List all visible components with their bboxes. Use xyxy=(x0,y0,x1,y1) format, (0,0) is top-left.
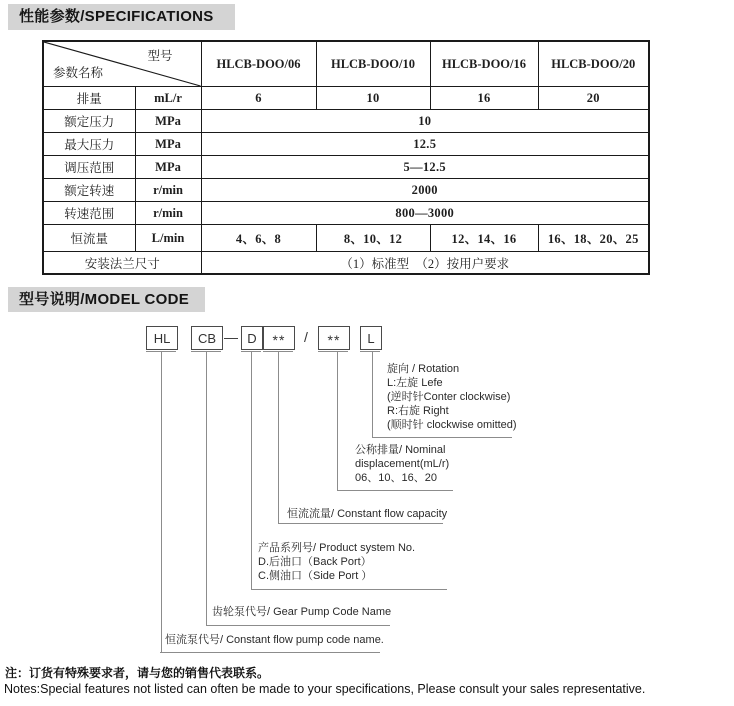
label-gear-pump-code xyxy=(212,605,391,619)
model-column-header: HLCB-DOO/10 xyxy=(316,41,430,87)
label-line: 产品系列号/ Product system No. xyxy=(258,542,416,554)
label-product-series xyxy=(258,541,415,583)
row-label: 安装法兰尺寸 xyxy=(43,252,201,275)
label-line: (顺时针 clockwise omitted) xyxy=(387,419,517,431)
corner-cell xyxy=(43,41,201,87)
label-line: R:右旋 Right xyxy=(387,405,449,417)
row-unit: MPa xyxy=(135,110,201,133)
row-label: 排量 xyxy=(43,87,135,110)
underline-series xyxy=(251,589,447,590)
underline-rotation xyxy=(372,437,512,438)
underline-pump xyxy=(160,652,380,653)
table-row-flange xyxy=(43,252,649,275)
corner-label-parameter: 参数名称 xyxy=(53,66,104,80)
connector-line-displacement xyxy=(337,352,338,490)
row-label: 调压范围 xyxy=(43,156,135,179)
cell-value: 4、6、8 xyxy=(201,225,316,252)
label-line: 恒流泵代号/ Constant flow pump code name. xyxy=(165,634,384,646)
model-column-header: HLCB-DOO/16 xyxy=(430,41,538,87)
label-line: 公称排量/ Nominal xyxy=(355,444,446,456)
tick-line xyxy=(360,351,380,352)
row-unit: r/min xyxy=(135,179,201,202)
code-separator-dash: — xyxy=(224,329,238,345)
cell-value: 16 xyxy=(430,87,538,110)
row-unit: MPa xyxy=(135,133,201,156)
row-unit: r/min xyxy=(135,202,201,225)
table-row-rated-speed xyxy=(43,179,649,202)
table-row-pressure-range xyxy=(43,156,649,179)
note-english: Notes:Special features not listed can often be made to your specifications, Please consult your sales representative. xyxy=(4,682,646,696)
code-box-cb: CB xyxy=(191,326,223,350)
table-row-speed-range xyxy=(43,202,649,225)
specifications-table xyxy=(42,40,650,275)
table-header-row xyxy=(43,41,649,87)
cell-value: 6 xyxy=(201,87,316,110)
label-line: 06、10、16、20 xyxy=(355,472,437,484)
cell-value: 12、14、16 xyxy=(430,225,538,252)
label-line: C.侧油口（Side Port ） xyxy=(258,570,373,582)
connector-line-d xyxy=(251,352,252,589)
row-label: 最大压力 xyxy=(43,133,135,156)
row-label: 额定压力 xyxy=(43,110,135,133)
underline-displacement xyxy=(337,490,453,491)
row-label: 转速范围 xyxy=(43,202,135,225)
row-unit: mL/r xyxy=(135,87,201,110)
label-constant-flow xyxy=(287,507,447,521)
label-rotation xyxy=(387,362,517,432)
code-box-flow-placeholder xyxy=(318,326,350,350)
cell-value-merged: 10 xyxy=(201,110,649,133)
row-unit: L/min xyxy=(135,225,201,252)
tick-line xyxy=(318,351,348,352)
asterisks: ** xyxy=(272,332,286,348)
row-label: 恒流量 xyxy=(43,225,135,252)
underline-flow xyxy=(278,523,443,524)
model-column-header: HLCB-DOO/20 xyxy=(538,41,649,87)
code-separator-slash: / xyxy=(304,329,308,345)
code-box-displacement-placeholder xyxy=(263,326,295,350)
row-label: 额定转速 xyxy=(43,179,135,202)
table-row-constant-flow xyxy=(43,225,649,252)
cell-value: 16、18、20、25 xyxy=(538,225,649,252)
cell-value: 20 xyxy=(538,87,649,110)
cell-value-merged: 2000 xyxy=(201,179,649,202)
cell-value: 10 xyxy=(316,87,430,110)
asterisks: ** xyxy=(327,332,341,348)
table-row-rated-pressure xyxy=(43,110,649,133)
connector-line-cb xyxy=(206,352,207,625)
row-unit: MPa xyxy=(135,156,201,179)
model-code-section-title: 型号说明/MODEL CODE xyxy=(8,287,205,312)
label-constant-flow-pump-code xyxy=(165,633,384,647)
table-row-displacement xyxy=(43,87,649,110)
code-box-l: L xyxy=(360,326,382,350)
specifications-section-title: 性能参数/SPECIFICATIONS xyxy=(8,4,235,30)
note-chinese: 注：订货有特殊要求者，请与您的销售代表联系。 xyxy=(5,666,270,680)
label-line: displacement(mL/r) xyxy=(355,458,450,470)
connector-line-rotation xyxy=(372,352,373,437)
cell-value-merged: 5—12.5 xyxy=(201,156,649,179)
label-line: 恒流流量/ Constant flow capacity xyxy=(287,508,448,520)
model-column-header: HLCB-DOO/06 xyxy=(201,41,316,87)
code-box-hl: HL xyxy=(146,326,178,350)
cell-value-merged: 800—3000 xyxy=(201,202,649,225)
connector-line-hl xyxy=(161,352,162,652)
cell-value: 8、10、12 xyxy=(316,225,430,252)
underline-gear xyxy=(206,625,390,626)
label-displacement xyxy=(355,443,449,485)
label-line: 齿轮泵代号/ Gear Pump Code Name xyxy=(212,606,392,618)
label-line: 旋向 / Rotation xyxy=(387,363,460,375)
connector-line-flow xyxy=(278,352,279,523)
table-row-max-pressure xyxy=(43,133,649,156)
label-line: D.后油口（Back Port） xyxy=(258,556,372,568)
label-line: L:左旋 Lefe xyxy=(387,377,443,389)
label-line: (逆时针Conter clockwise) xyxy=(387,391,511,403)
cell-value-merged: （1）标准型 （2）按用户要求 xyxy=(201,252,649,275)
corner-label-model: 型号 xyxy=(147,49,173,63)
code-box-d: D xyxy=(241,326,263,350)
cell-value-merged: 12.5 xyxy=(201,133,649,156)
